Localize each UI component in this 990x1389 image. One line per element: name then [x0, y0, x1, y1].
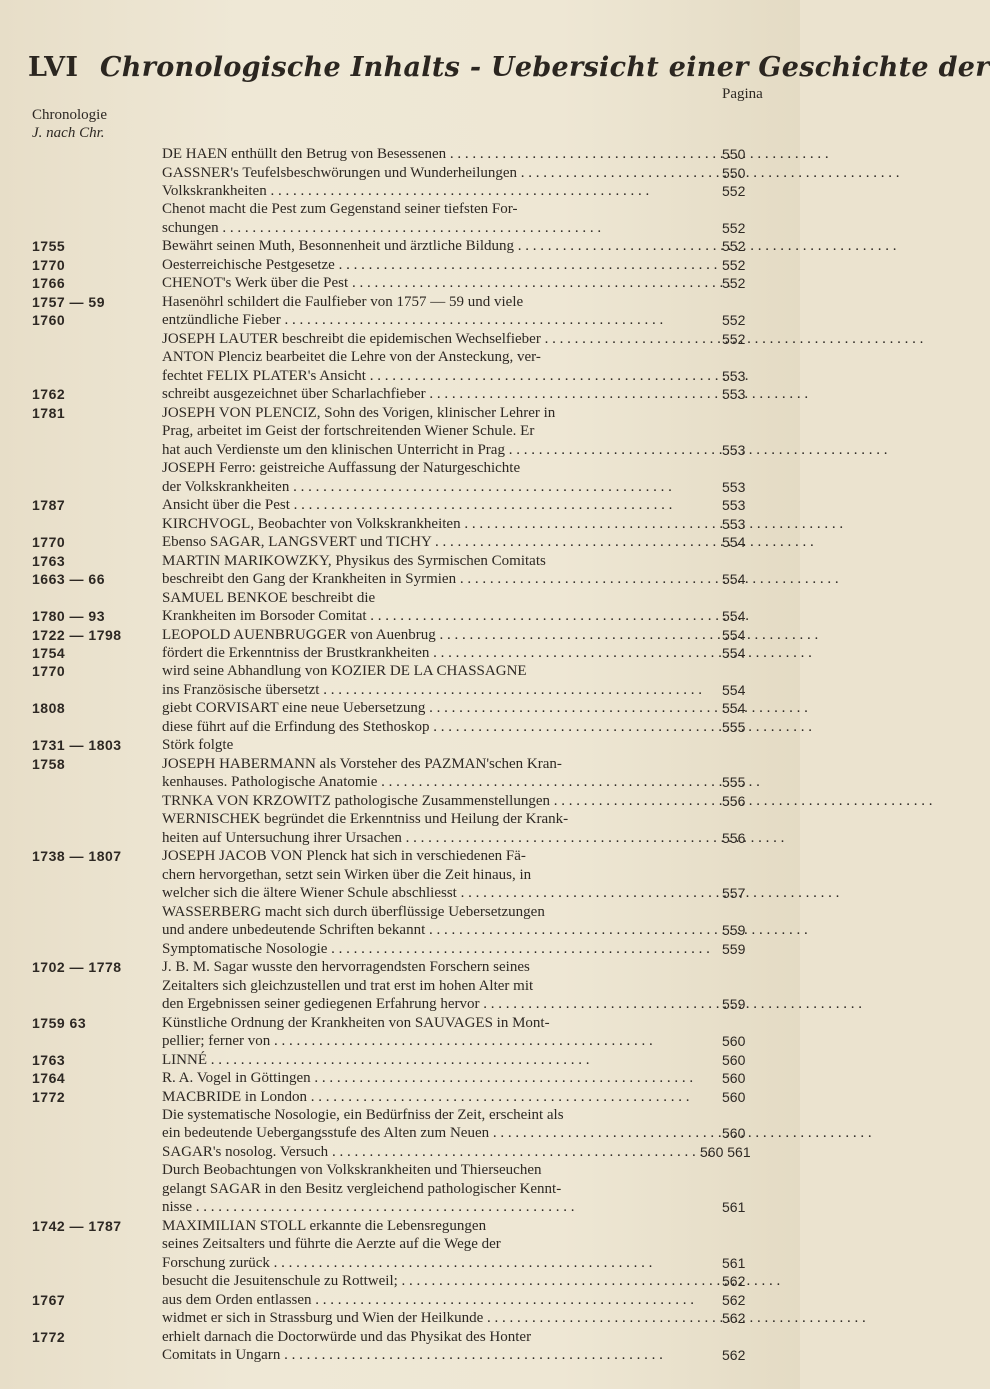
- entry-year: 1763: [32, 1051, 66, 1068]
- entry-year: 1787: [32, 497, 66, 514]
- page-number: LVI: [28, 52, 79, 83]
- entry-text: wird seine Abhandlung von KOZIER DE LA CHASSAGNE: [162, 663, 527, 680]
- entry-text: der Volkskrankheiten . . .: [162, 478, 718, 496]
- entry-year: 1760: [32, 312, 66, 329]
- entry-text: hat auch Verdienste um den klinischen Unterricht in Prag . . .: [162, 441, 718, 459]
- entry-year: 1755: [32, 238, 66, 255]
- page-header: [28, 52, 990, 83]
- entry-page: 552: [722, 238, 746, 255]
- entry-text: ins Französische übersetzt . . .: [162, 681, 718, 699]
- entry-text: MACBRIDE in London . . .: [162, 1088, 718, 1106]
- entry-page: 562: [722, 1291, 746, 1308]
- entry-page: 560: [722, 1033, 746, 1049]
- entry-page: 560 561: [700, 1143, 751, 1160]
- entry-page: 553: [722, 386, 746, 403]
- entry-text: Bewährt seinen Muth, Besonnenheit und ärztliche Bildung . . .: [162, 237, 718, 255]
- entry-text: WASSERBERG macht sich durch überflüssige Uebersetzungen: [162, 903, 545, 920]
- entry-text: Hasenöhrl schildert die Faulfieber von 1757 — 59 und viele: [162, 293, 524, 310]
- page-title: Chronologische Inhalts - Uebersicht einer Geschichte der: [99, 52, 990, 83]
- entry-page: 562: [722, 1310, 746, 1327]
- entry-year: 1766: [32, 275, 66, 292]
- entry-text: JOSEPH Ferro: geistreiche Auffassung der Naturgeschichte: [162, 460, 521, 477]
- entry-year: 1742 — 1787: [32, 1217, 122, 1234]
- entry-text: kenhauses. Pathologische Anatomie . . .: [162, 773, 718, 791]
- entry-text: Künstliche Ordnung der Krankheiten von SAUVAGES in Mont-: [162, 1014, 550, 1031]
- entry-page: 560: [722, 1088, 746, 1105]
- entry-page: 553: [722, 515, 746, 532]
- entry-text: J. B. M. Sagar wusste den hervorragendsten Forschern seines: [162, 959, 530, 976]
- entry-text: Prag, arbeitet im Geist der fortschreitenden Wiener Schule. Er: [162, 423, 535, 440]
- entry-text: JOSEPH VON PLENCIZ, Sohn des Vorigen, klinischer Lehrer in: [162, 404, 556, 421]
- entry-page: 554: [722, 534, 746, 551]
- entry-text: Volkskrankheiten . . .: [162, 182, 718, 200]
- entry-text: MAXIMILIAN STOLL erkannte die Lebensregungen: [162, 1217, 487, 1234]
- entry-text: Ansicht über die Pest . . .: [162, 496, 718, 514]
- entry-text: fechtet FELIX PLATER's Ansicht . . .: [162, 367, 718, 385]
- entry-year: 1762: [32, 386, 66, 403]
- entry-text: nisse . . .: [162, 1198, 718, 1216]
- entry-text: DE HAEN enthüllt den Betrug von Besessenen . . .: [162, 145, 718, 163]
- entry-text: JOSEPH HABERMANN als Vorsteher des PAZMAN'schen Kran-: [162, 755, 562, 772]
- entry-year: 1663 — 66: [32, 571, 105, 587]
- entry-text: WERNISCHEK begründet die Erkenntniss und Heilung der Krank-: [162, 811, 569, 828]
- chronology-sublabel: J. nach Chr.: [32, 125, 105, 141]
- entry-page: 553: [722, 441, 746, 458]
- entry-text: pellier; ferner von . . .: [162, 1032, 718, 1050]
- entry-page: 561: [722, 1254, 746, 1271]
- entry-text: Störk folgte: [162, 737, 234, 754]
- entry-page: 559: [722, 940, 746, 957]
- entry-text: aus dem Orden entlassen . . .: [162, 1291, 718, 1309]
- entry-text: Zeitalters sich gleichzustellen und trat erst im hohen Alter mit: [162, 977, 534, 994]
- entry-page: 552: [722, 183, 746, 199]
- entry-text: fördert die Erkenntniss der Brustkrankheiten . . .: [162, 644, 718, 662]
- entry-text: CHENOT's Werk über die Pest . . .: [162, 274, 718, 292]
- entry-page: 553: [722, 367, 746, 384]
- entry-page: 550: [722, 146, 746, 162]
- entry-year: 1770: [32, 663, 66, 680]
- entry-text: Ebenso SAGAR, LANGSVERT und TICHY . . .: [162, 533, 718, 551]
- entry-page: 556: [722, 792, 746, 809]
- entry-page: 554: [722, 681, 746, 698]
- entry-page: 554: [722, 608, 746, 624]
- entry-year: 1754: [32, 645, 66, 661]
- chronology-column-heading: [32, 106, 107, 142]
- entry-text: ANTON Plenciz bearbeitet die Lehre von der Ansteckung, ver-: [162, 349, 541, 366]
- entry-page: 555: [722, 774, 746, 791]
- entry-text: ein bedeutende Uebergangsstufe des Alten zum Neuen . . .: [162, 1124, 718, 1142]
- entry-page: 555: [722, 718, 746, 735]
- entry-page: 560: [722, 1125, 746, 1142]
- entry-page: 553: [722, 478, 746, 495]
- entry-text: erhielt darnach die Doctorwürde und das Physikat des Honter: [162, 1328, 532, 1345]
- entry-page: 554: [722, 626, 746, 643]
- pagina-column-heading: Pagina: [722, 86, 763, 102]
- entry-text: entzündliche Fieber . . .: [162, 311, 718, 329]
- entry-year: 1770: [32, 256, 66, 273]
- entry-year: 1757 — 59: [32, 293, 105, 310]
- entry-year: 1772: [32, 1088, 66, 1105]
- entry-year: 1702 — 1778: [32, 959, 122, 976]
- entry-text: heiten auf Untersuchung ihrer Ursachen . . .: [162, 829, 718, 847]
- entry-page: 561: [722, 1199, 746, 1216]
- entry-text: Oesterreichische Pestgesetze . . .: [162, 256, 718, 274]
- entry-text: den Ergebnissen seiner gediegenen Erfahrung hervor . . .: [162, 995, 718, 1013]
- entry-text: Die systematische Nosologie, ein Bedürfniss der Zeit, erscheint als: [162, 1107, 564, 1123]
- entry-page: 560: [722, 1070, 746, 1086]
- entry-page: 552: [722, 219, 746, 236]
- entry-text: KIRCHVOGL, Beobachter von Volkskrankheiten . . .: [162, 515, 718, 533]
- entry-page: 552: [722, 256, 746, 273]
- entry-text: beschreibt den Gang der Krankheiten in Syrmien . . .: [162, 570, 718, 588]
- entry-year: 1731 — 1803: [32, 737, 122, 754]
- entry-text: Chenot macht die Pest zum Gegenstand seiner tiefsten For-: [162, 201, 518, 218]
- entry-year: 1758: [32, 755, 66, 772]
- entry-year: 1767: [32, 1291, 66, 1308]
- entry-page: 552: [722, 275, 746, 292]
- entry-page: 557: [722, 885, 746, 902]
- entry-year: 1722 — 1798: [32, 626, 122, 643]
- entry-text: welcher sich die ältere Wiener Schule abschliesst . . .: [162, 884, 718, 902]
- entry-page: 559: [722, 922, 746, 939]
- entry-text: TRNKA VON KRZOWITZ pathologische Zusammenstellungen . . .: [162, 792, 718, 810]
- entry-year: 1808: [32, 700, 66, 717]
- entry-text: gelangt SAGAR in den Besitz vergleichend pathologischer Kennt-: [162, 1180, 562, 1197]
- entry-page: 550: [722, 164, 746, 181]
- entry-text: GASSNER's Teufelsbeschwörungen und Wunderheilungen . . .: [162, 164, 718, 182]
- entry-text: diese führt auf die Erfindung des Stethoskop . . .: [162, 718, 718, 736]
- entry-page: 562: [722, 1273, 746, 1290]
- entry-page: 554: [722, 571, 746, 587]
- entry-year: 1763: [32, 552, 66, 569]
- entry-text: Symptomatische Nosologie . . .: [162, 940, 718, 958]
- entry-page: 552: [722, 312, 746, 329]
- entry-text: besucht die Jesuitenschule zu Rottweil; . . .: [162, 1272, 718, 1290]
- entry-page: 562: [722, 1347, 746, 1364]
- entry-text: SAGAR's nosolog. Versuch . . .: [162, 1143, 718, 1161]
- entry-year: 1764: [32, 1070, 66, 1086]
- entry-year: 1772: [32, 1328, 66, 1345]
- entry-text: chern hervorgethan, setzt sein Wirken über die Zeit hinaus, in: [162, 866, 532, 883]
- entry-text: JOSEPH JACOB VON Plenck hat sich in verschiedenen Fä-: [162, 848, 526, 865]
- entry-text: giebt CORVISART eine neue Uebersetzung . . .: [162, 699, 718, 717]
- entry-page: 556: [722, 829, 746, 846]
- entry-text: schreibt ausgezeichnet über Scharlachfieber . . .: [162, 385, 718, 403]
- entry-text: und andere unbedeutende Schriften bekannt . . .: [162, 921, 718, 939]
- entry-text: Krankheiten im Borsoder Comitat . . .: [162, 607, 718, 625]
- entry-page: 552: [722, 330, 746, 347]
- entry-page: 554: [722, 645, 746, 661]
- entry-text: LEOPOLD AUENBRUGGER von Auenbrug . . .: [162, 626, 718, 644]
- chronology-label: Chronologie: [32, 107, 107, 123]
- entry-year: 1738 — 1807: [32, 848, 122, 865]
- entry-text: MARTIN MARIKOWZKY, Physikus des Syrmischen Comitats: [162, 552, 546, 569]
- entry-text: Forschung zurück . . .: [162, 1254, 718, 1272]
- entry-page: 554: [722, 700, 746, 717]
- entry-year: 1759 63: [32, 1014, 87, 1031]
- entry-text: seines Zeitsalters und führte die Aerzte auf die Wege der: [162, 1236, 501, 1253]
- entry-text: widmet er sich in Strassburg und Wien der Heilkunde . . .: [162, 1309, 718, 1327]
- entry-text: Comitats in Ungarn . . .: [162, 1346, 718, 1364]
- entry-page: 559: [722, 996, 746, 1013]
- entry-page: 560: [722, 1051, 746, 1068]
- entry-page: 553: [722, 497, 746, 514]
- entry-year: 1780 — 93: [32, 608, 105, 624]
- entry-text: schungen . . .: [162, 219, 718, 237]
- entry-text: LINNÉ . . .: [162, 1051, 718, 1069]
- entry-year: 1781: [32, 404, 66, 421]
- entry-text: JOSEPH LAUTER beschreibt die epidemischen Wechselfieber . . .: [162, 330, 718, 348]
- entry-text: R. A. Vogel in Göttingen . . .: [162, 1069, 718, 1087]
- entry-text: SAMUEL BENKOE beschreibt die: [162, 589, 376, 606]
- entry-year: 1770: [32, 534, 66, 551]
- entry-text: Durch Beobachtungen von Volkskrankheiten und Thierseuchen: [162, 1162, 542, 1179]
